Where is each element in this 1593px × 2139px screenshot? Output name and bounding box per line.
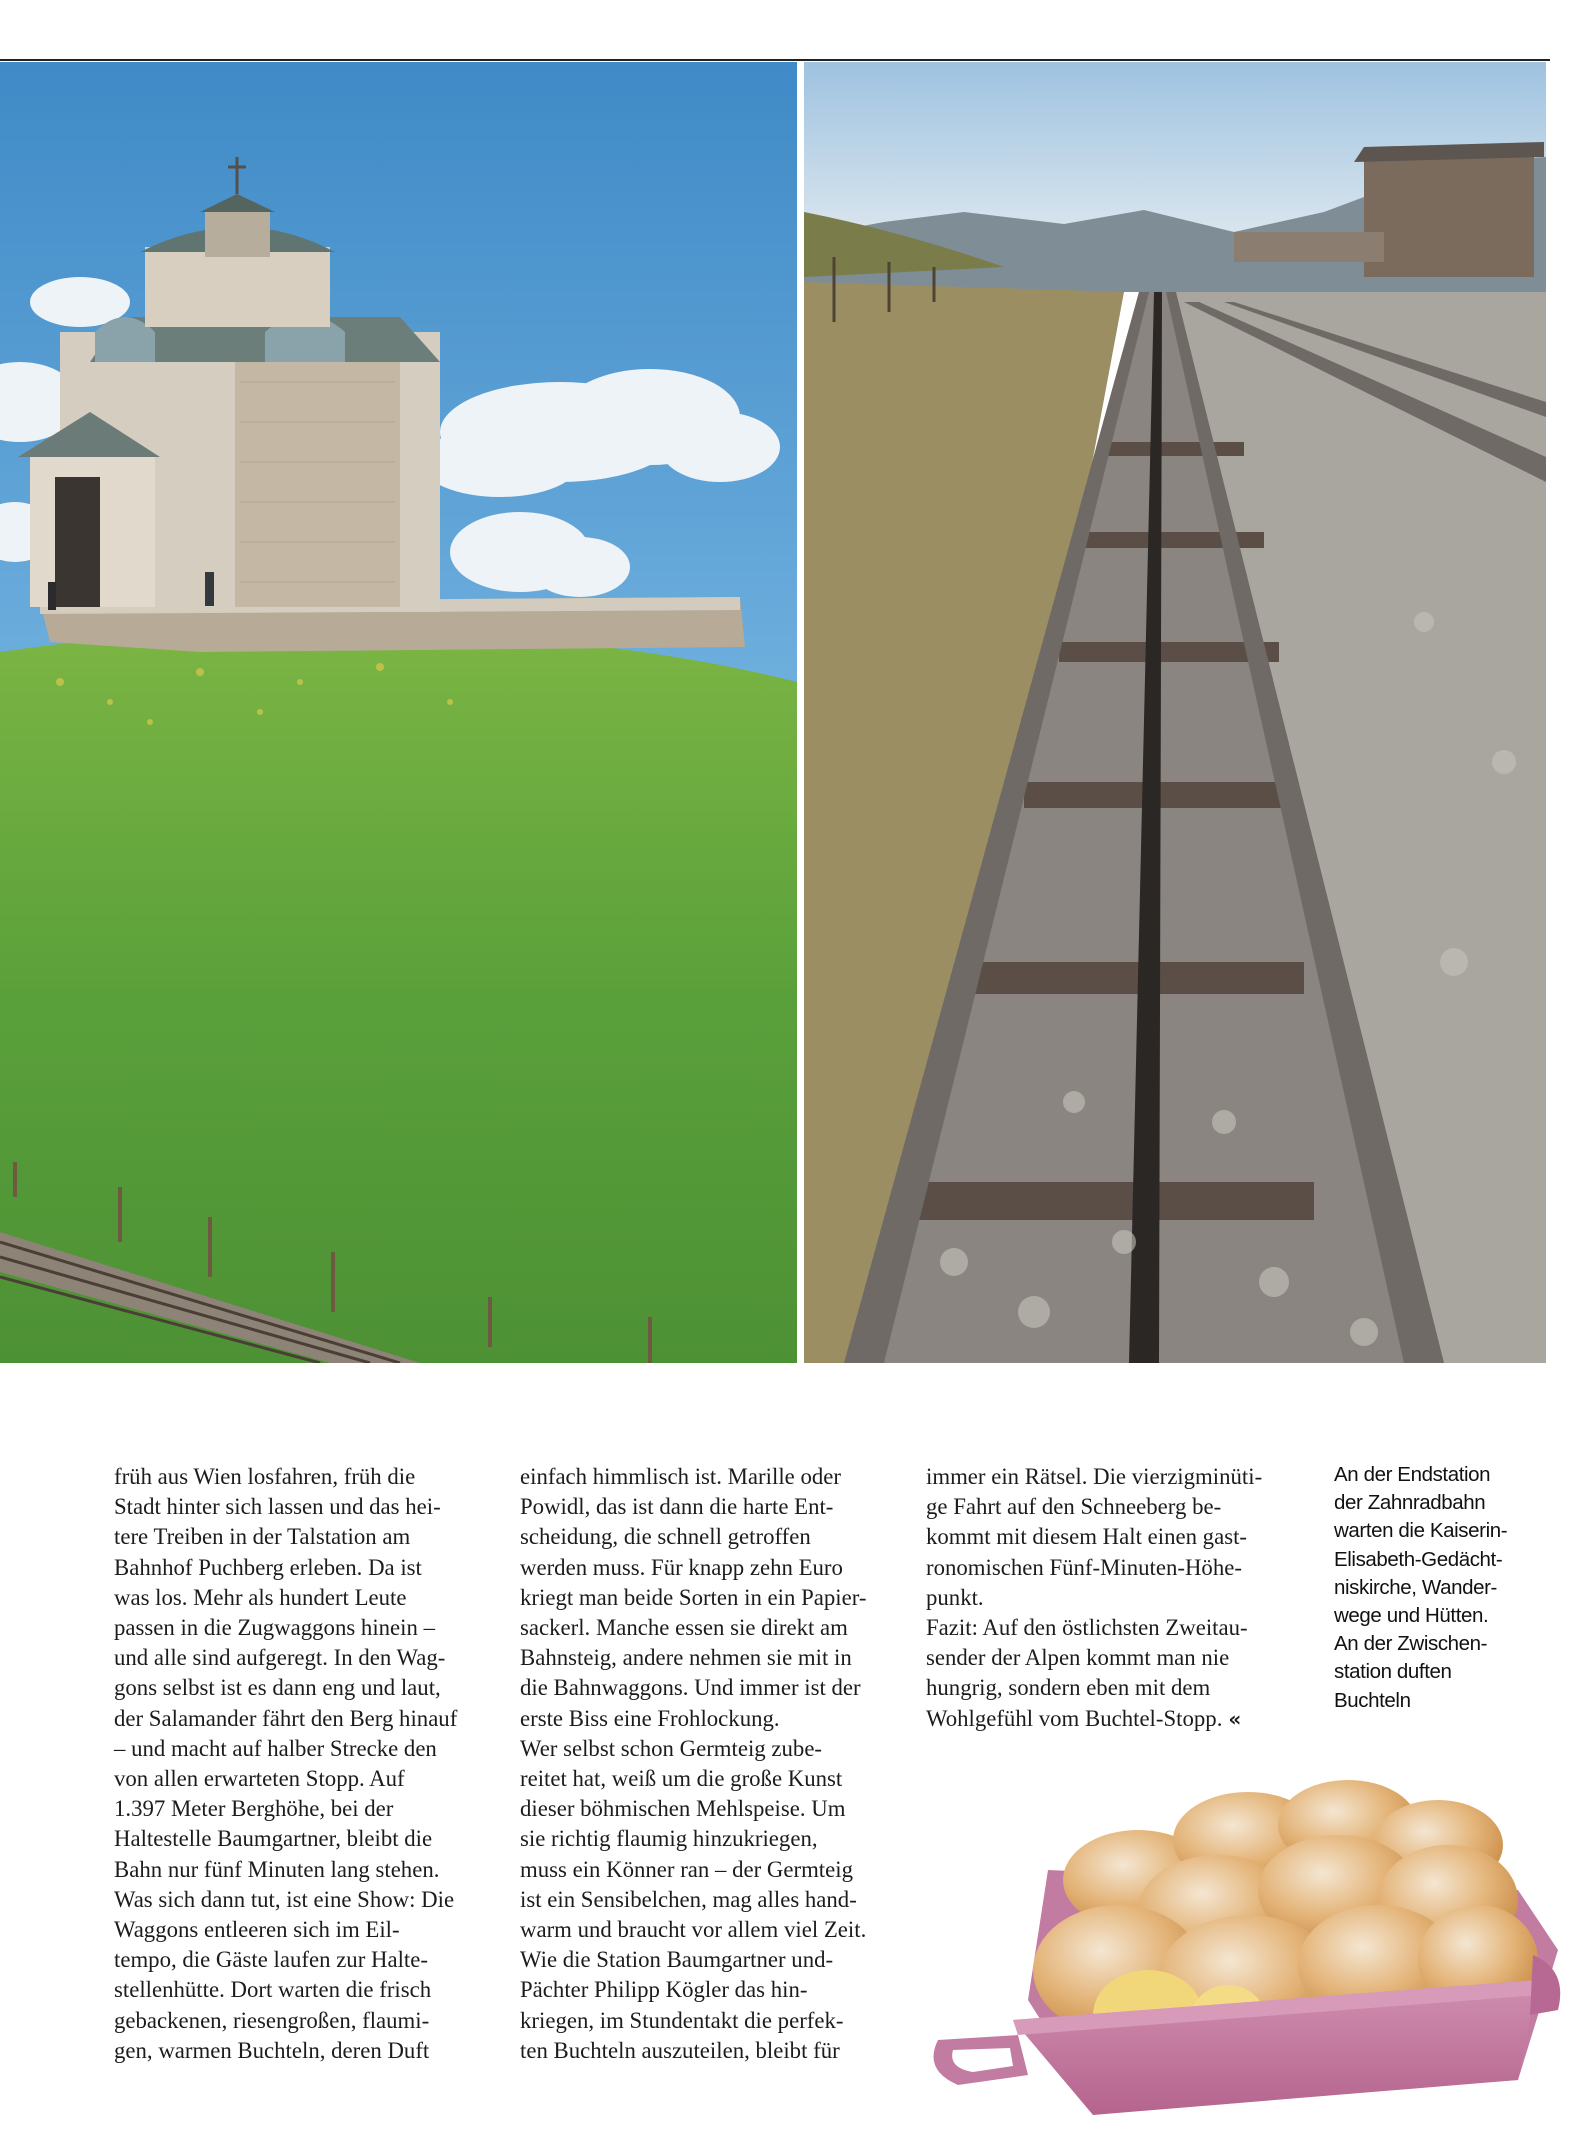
article-end-mark: «: [1228, 1706, 1242, 1731]
text-line: Powidl, das ist dann die harte Ent-: [520, 1494, 834, 1520]
caption-line: station duften: [1334, 1660, 1452, 1684]
text-line: 1.397 Meter Berghöhe, bei der: [114, 1796, 394, 1822]
text-line: kriegt man beide Sorten in ein Papier-: [520, 1584, 867, 1610]
text-line: einfach himmlisch ist. Marille oder: [520, 1464, 841, 1489]
text-line: ist ein Sensibelchen, mag alles hand-: [520, 1886, 857, 1912]
text-line: tere Treiben in der Talstation am: [114, 1524, 411, 1550]
text-line: früh aus Wien losfahren, früh die: [114, 1464, 416, 1489]
text-line: immer ein Rätsel. Die vierzigminüti-: [926, 1464, 1263, 1489]
text-line: [926, 1704, 1301, 1734]
text-line: Pächter Philipp Kögler das hin-: [520, 1977, 808, 2003]
text-line: Fazit: Auf den östlichsten Zweitau-: [926, 1615, 1248, 1641]
buchteln-photo-illustration: [918, 1750, 1568, 2120]
caption-line: warten die Kaiserin-: [1334, 1519, 1508, 1543]
text-line: Was sich dann tut, ist eine Show: Die: [114, 1886, 455, 1912]
rack-railway-photo: [804, 62, 1546, 1363]
caption-line: An der Endstation: [1334, 1463, 1491, 1486]
text-line: gebackenen, riesengroßen, flaumi-: [114, 2007, 430, 2033]
text-line: Bahnhof Puchberg erleben. Da ist: [114, 1554, 422, 1580]
text-line: stellenhütte. Dort warten die frisch: [114, 1977, 432, 2003]
top-rule: [0, 59, 1550, 61]
caption-line: wege und Hütten.: [1334, 1604, 1489, 1628]
text-line: erste Biss eine Frohlockung.: [520, 1705, 780, 1731]
caption-line: Elisabeth-Gedächt-: [1334, 1547, 1503, 1571]
text-line: Wer selbst schon Germteig zube-: [520, 1735, 823, 1761]
text-line: und alle sind aufgeregt. In den Wag-: [114, 1645, 446, 1671]
article-column-2: [520, 1462, 912, 2066]
text-line: gons selbst ist es dann eng und laut,: [114, 1675, 441, 1701]
text-line: passen in die Zugwaggons hinein –: [114, 1615, 436, 1641]
text-line: werden muss. Für knapp zehn Euro: [520, 1554, 843, 1580]
text-line: dieser böhmischen Mehlspeise. Um: [520, 1796, 846, 1822]
text-line: tempo, die Gäste laufen zur Halte-: [114, 1947, 428, 1973]
text-line: kommt mit diesem Halt einen gast-: [926, 1524, 1247, 1550]
text-line: ten Buchteln auszuteilen, bleibt für: [520, 2037, 840, 2063]
caption-line: niskirche, Wander-: [1334, 1575, 1497, 1599]
caption-line: Buchteln: [1334, 1688, 1411, 1712]
text-line: Stadt hinter sich lassen und das hei-: [114, 1494, 441, 1520]
photo-caption: [1334, 1461, 1544, 1715]
buchteln-photo: [918, 1750, 1568, 2120]
text-line: Bahn nur fünf Minuten lang stehen.: [114, 1856, 440, 1882]
text-line: sie richtig flaumig hinzukriegen,: [520, 1826, 818, 1852]
text-line-content: Wohlgefühl vom Buchtel-Stopp.: [926, 1705, 1223, 1731]
text-line: sender der Alpen kommt man nie: [926, 1645, 1230, 1671]
caption-line: der Zahnradbahn: [1334, 1491, 1486, 1515]
text-line: muss ein Könner ran – der Germteig: [520, 1856, 853, 1882]
church-photo-illustration: [0, 62, 797, 1363]
text-line: Bahnsteig, andere nehmen sie mit in: [520, 1645, 852, 1671]
text-line: was los. Mehr als hundert Leute: [114, 1584, 407, 1610]
text-line: scheidung, die schnell getroffen: [520, 1524, 811, 1550]
text-line: von allen erwarteten Stopp. Auf: [114, 1766, 405, 1792]
text-line: reitet hat, weiß um die große Kunst: [520, 1766, 843, 1792]
article-column-3: [926, 1462, 1301, 1734]
text-line: – und macht auf halber Strecke den: [114, 1735, 437, 1761]
text-line: die Bahnwaggons. Und immer ist der: [520, 1675, 861, 1701]
text-line: Waggons entleeren sich im Eil-: [114, 1917, 400, 1943]
rack-railway-photo-illustration: [804, 62, 1546, 1363]
text-line: ronomischen Fünf-Minuten-Höhe-: [926, 1554, 1242, 1580]
text-line: Haltestelle Baumgartner, bleibt die: [114, 1826, 433, 1852]
church-photo: [0, 62, 797, 1363]
text-line: kriegen, im Stundentakt die perfek-: [520, 2007, 844, 2033]
caption-line: An der Zwischen-: [1334, 1632, 1488, 1656]
text-line: hungrig, sondern eben mit dem: [926, 1675, 1211, 1701]
text-line: gen, warmen Buchteln, deren Duft: [114, 2037, 430, 2063]
text-line: punkt.: [926, 1584, 984, 1610]
text-line: der Salamander fährt den Berg hinauf: [114, 1705, 458, 1731]
text-line: Wie die Station Baumgartner und-: [520, 1947, 834, 1973]
article-column-1: [114, 1462, 506, 2066]
text-line: warm und braucht vor allem viel Zeit.: [520, 1917, 867, 1943]
text-line: sackerl. Manche essen sie direkt am: [520, 1615, 848, 1641]
text-line: ge Fahrt auf den Schneeberg be-: [926, 1494, 1222, 1520]
